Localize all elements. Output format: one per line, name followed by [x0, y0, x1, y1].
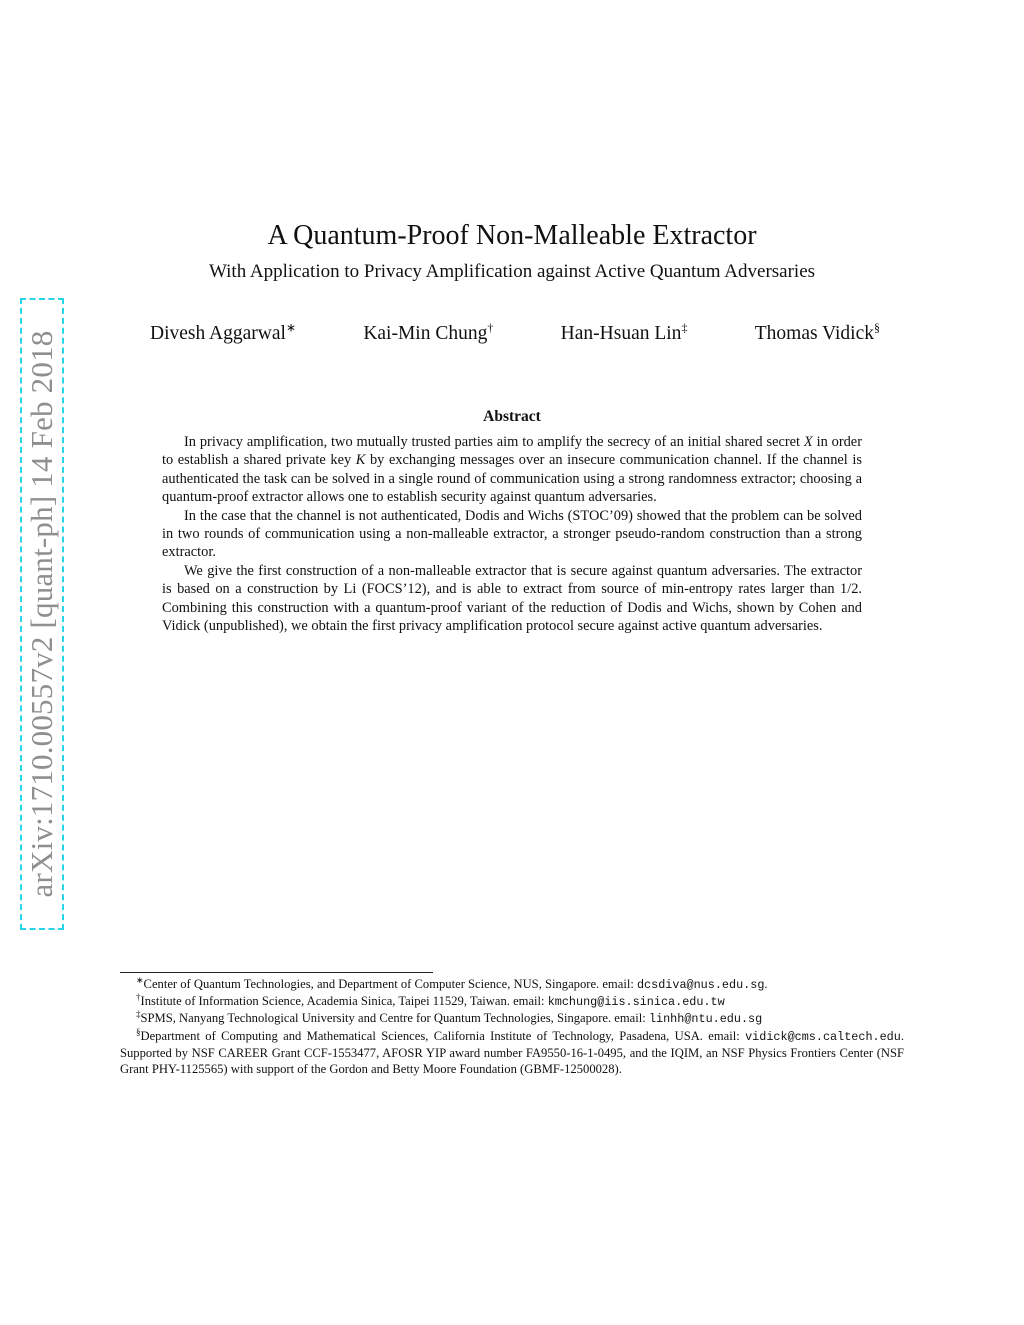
- footnote: [120, 993, 904, 1010]
- paper-subtitle: With Application to Privacy Amplification against Active Quantum Adversaries: [208, 261, 816, 282]
- abstract-body: [162, 433, 862, 635]
- paper-title: A Quantum-Proof Non-Malleable Extractor: [267, 220, 757, 251]
- author: [150, 320, 296, 345]
- author-footnote-mark: §: [874, 320, 880, 335]
- arxiv-identifier-stamp[interactable]: [20, 298, 64, 930]
- abstract-paragraph: In the case that the channel is not authenticated, Dodis and Wichs (STOC’09) showed that the problem can be solved in two rounds of communication using a non-malleable extractor, a stronger pseudo-random construction than a strong extractor.: [162, 507, 862, 561]
- author: [560, 320, 688, 345]
- author-list: [150, 320, 880, 345]
- email-link[interactable]: linhh@ntu.edu.sg: [648, 1012, 763, 1027]
- footnote-mark: ‡: [136, 1009, 141, 1020]
- footnote-text: .: [764, 977, 768, 991]
- author-name: Han-Hsuan Lin: [560, 323, 682, 344]
- footnote-mark: ∗: [136, 974, 144, 985]
- author-footnote-mark: ∗: [285, 320, 296, 335]
- math-variable: X: [803, 434, 813, 450]
- abstract-text: In privacy amplification, two mutually trusted parties aim to amplify the secrecy of an initial shared secret: [184, 434, 804, 450]
- footnote-divider: [120, 972, 433, 973]
- footnote-mark: §: [136, 1026, 141, 1037]
- footnote-text: Institute of Information Science, Academia Sinica, Taipei 11529, Taiwan. email:: [140, 994, 548, 1009]
- footnote: [120, 976, 904, 993]
- author-name: Divesh Aggarwal: [150, 323, 286, 344]
- footnote: [120, 1010, 904, 1027]
- abstract-text: by exchanging messages over an insecure communication channel. If the channel is authenticated the task can be solved in a single round of communication using a strong randomness extractor; choosing a quantum-proof extractor allows one to establish security against quantum adversaries.: [162, 452, 862, 506]
- author-name: Kai-Min Chung: [363, 323, 488, 344]
- arxiv-identifier-text: arXiv:1710.00557v2 [quant-ph] 14 Feb 2018: [24, 330, 59, 898]
- email-link[interactable]: vidick@cms.caltech.edu: [745, 1029, 901, 1044]
- author-footnote-mark: †: [487, 320, 494, 335]
- footnotes: [120, 976, 904, 1077]
- abstract-heading: Abstract: [483, 408, 541, 425]
- footnote-text: . Supported by NSF CAREER Grant CCF-1553477, AFOSR YIP award number FA9550-16-1-0495, and the IQIM, an NSF Physics Frontiers Center (NSF Grant PHY-1125565) with support of the Gordon and Betty Moore Foundation (GBMF-12500028).: [120, 1028, 904, 1077]
- abstract-paragraph: [162, 433, 862, 507]
- footnote-text: Department of Computing and Mathematical Sciences, California Institute of Technology, Pasadena, USA. email:: [140, 1028, 746, 1043]
- footnote-text: SPMS, Nanyang Technological University and Centre for Quantum Technologies, Singapore. email:: [140, 1011, 649, 1026]
- footnote-text: Center of Quantum Technologies, and Department of Computer Science, NUS, Singapore. email:: [143, 977, 637, 991]
- footnote-mark: †: [136, 992, 141, 1003]
- footnote: [120, 1028, 904, 1078]
- author: [363, 320, 494, 345]
- abstract-paragraph: We give the first construction of a non-malleable extractor that is secure against quantum adversaries. The extractor is based on a construction by Li (FOCS’12), and is able to extract from source of min-entropy rates larger than 1/2. Combining this construction with a quantum-proof variant of the reduction of Dodis and Wichs, shown by Cohen and Vidick (unpublished), we obtain the first privacy amplification protocol secure against active quantum adversaries.: [162, 562, 862, 635]
- author: [754, 320, 880, 345]
- abstract-text: in order to establish a shared private key: [162, 434, 862, 469]
- math-variable: K: [355, 452, 366, 469]
- email-link[interactable]: dcsdiva@nus.edu.sg: [636, 978, 765, 992]
- author-name: Thomas Vidick: [754, 323, 874, 344]
- email-link[interactable]: kmchung@iis.sinica.edu.tw: [547, 995, 725, 1010]
- author-footnote-mark: ‡: [681, 320, 688, 335]
